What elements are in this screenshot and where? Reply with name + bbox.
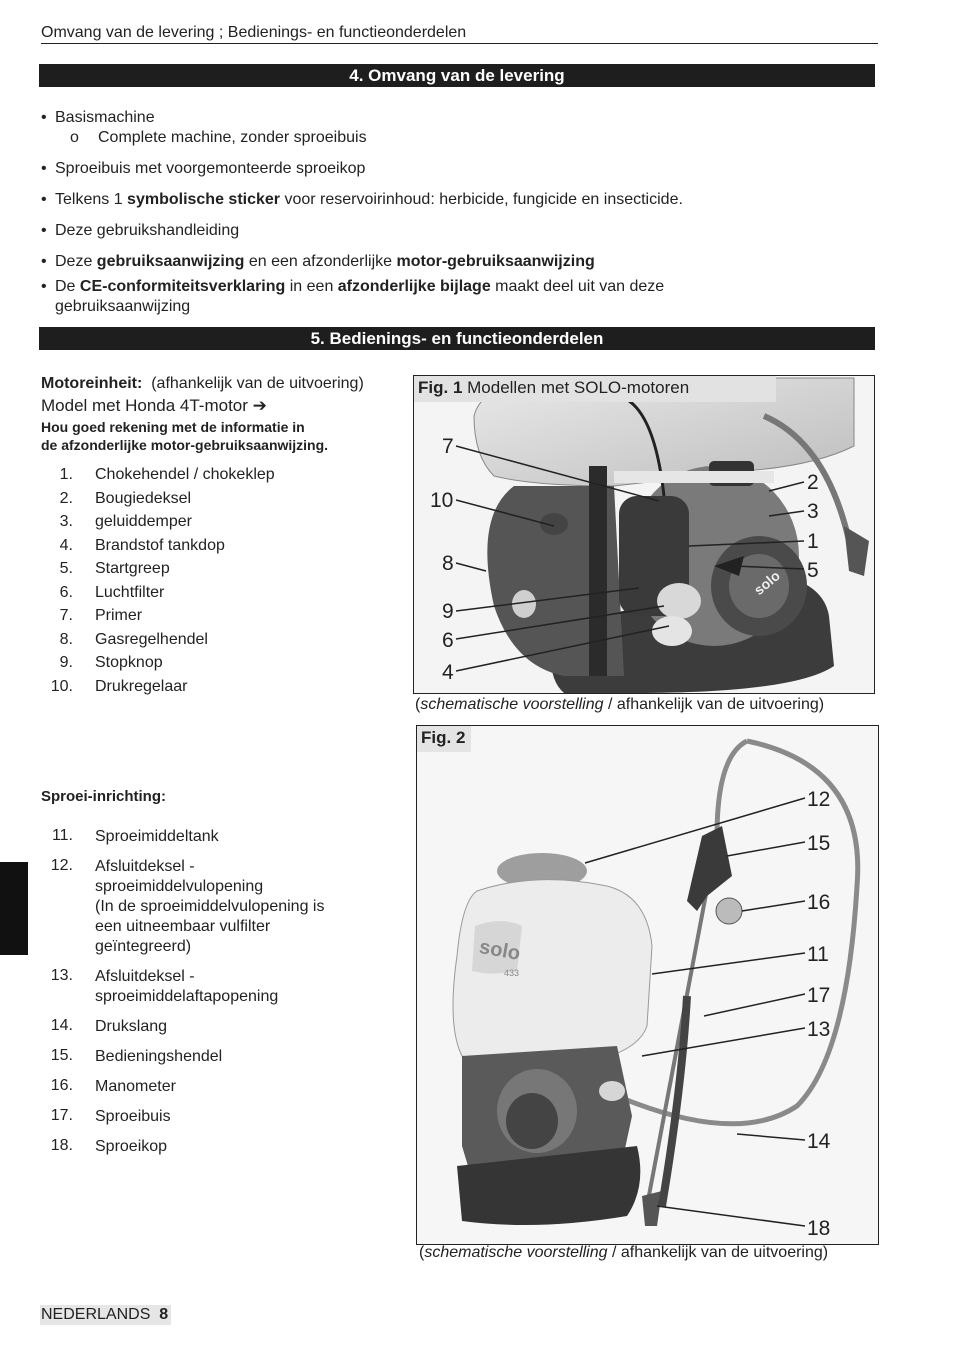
motor-photo xyxy=(414,376,874,693)
tank-model-number: 433 xyxy=(504,968,520,978)
callout-12: 12 xyxy=(807,788,831,811)
callout-1: 1 xyxy=(807,530,819,553)
list-item: • De CE-conformiteitsverklaring in een afzonderlijke bijlage maakt deel uit van deze gebruiksaanwijzing xyxy=(41,278,665,315)
solo-logo: solo xyxy=(750,567,784,599)
callout-16: 16 xyxy=(807,891,831,914)
item-label: Primer xyxy=(95,607,143,624)
figure-1-label: Fig. 1 Modellen met SOLO-motoren xyxy=(414,376,776,402)
item-number: 14. xyxy=(50,1017,73,1034)
sprayer-heading: Sproei-inrichting: xyxy=(41,788,166,805)
list-item: • Basismachine xyxy=(41,109,155,126)
list-item xyxy=(40,654,400,676)
callout-13: 13 xyxy=(807,1018,831,1041)
callout-8: 8 xyxy=(442,552,454,575)
callout-6: 6 xyxy=(442,629,454,652)
list-item xyxy=(40,631,400,653)
list-item xyxy=(40,560,400,582)
list-item: • Sproeibuis met voorgemonteerde sproeikop xyxy=(41,160,366,177)
item-number: 4. xyxy=(59,536,73,554)
callout-7: 7 xyxy=(442,435,454,458)
item-label: Bedieningshendel xyxy=(95,1048,223,1065)
callout-11: 11 xyxy=(807,943,829,966)
item-label: Chokehendel / chokeklep xyxy=(95,466,275,483)
item-label: Drukslang xyxy=(95,1018,168,1035)
callout-3: 3 xyxy=(807,500,819,523)
item-number: 15. xyxy=(50,1047,73,1064)
item-number: 7. xyxy=(59,607,73,624)
item-label: Afsluitdeksel - sproeimiddelaftapopening xyxy=(95,968,279,1005)
arrow-right-icon: ➔ xyxy=(252,396,267,415)
item-label: Stopknop xyxy=(95,654,163,671)
list-item xyxy=(40,678,400,700)
callout-18: 18 xyxy=(807,1217,831,1240)
list-item: • Deze gebruikshandleiding xyxy=(41,222,240,239)
sprayer-photo xyxy=(417,726,878,1244)
item-number: 12. xyxy=(50,857,73,874)
item-label: Bougiedeksel xyxy=(95,489,192,507)
callout-10: 10 xyxy=(430,489,454,512)
figure-2 xyxy=(416,725,879,1245)
section-5-title: 5. Bedienings- en functieonderdelen xyxy=(39,327,875,350)
motor-unit-heading: Motoreinheit: (afhankelijk van de uitvoering) xyxy=(41,375,364,392)
item-label: Sproeimiddeltank xyxy=(95,828,219,845)
list-item: • Telkens 1 symbolische sticker voor reservoirinhoud: herbicide, fungicide en insecticide. xyxy=(41,191,683,208)
callout-17: 17 xyxy=(807,984,831,1007)
item-number: 8. xyxy=(59,630,73,648)
item-label: geluiddemper xyxy=(95,513,192,530)
page-footer: NEDERLANDS 8 xyxy=(40,1305,171,1325)
list-item xyxy=(40,513,400,535)
motor-manual-note: Hou goed rekening met de informatie in de afzonderlijke motor-gebruiksaanwijzing. xyxy=(41,419,329,453)
callout-9: 9 xyxy=(442,600,454,623)
model-line: Model met Honda 4T-motor ➔ xyxy=(41,396,267,415)
item-label: Brandstof tankdop xyxy=(95,536,225,554)
language-tab-marker xyxy=(0,862,28,955)
item-number: 6. xyxy=(59,583,73,601)
list-item xyxy=(40,607,400,629)
figure-1-caption: (schematische voorstelling / afhankelijk van de uitvoering) xyxy=(415,696,825,713)
item-label: Manometer xyxy=(95,1078,176,1095)
item-number: 1. xyxy=(59,466,73,483)
item-number: 10. xyxy=(50,677,73,695)
sprayer-parts-list xyxy=(40,827,400,1167)
motor-parts-list xyxy=(40,466,400,706)
item-label: Luchtfilter xyxy=(95,583,165,601)
item-number: 18. xyxy=(50,1137,73,1154)
list-item xyxy=(40,584,400,606)
callout-2: 2 xyxy=(807,471,819,494)
callout-4: 4 xyxy=(442,661,454,684)
item-number: 9. xyxy=(59,654,73,671)
list-item xyxy=(40,466,400,488)
item-number: 11. xyxy=(51,827,73,844)
item-number: 2. xyxy=(59,489,73,507)
figure-1 xyxy=(413,375,875,694)
item-number: 5. xyxy=(59,560,73,577)
item-number: 17. xyxy=(50,1107,73,1124)
solo-logo: solo xyxy=(477,936,522,965)
sub-list-item: o Complete machine, zonder sproeibuis xyxy=(70,129,367,146)
section-4-title: 4. Omvang van de levering xyxy=(39,64,875,87)
callout-14: 14 xyxy=(807,1130,831,1153)
figure-2-caption: (schematische voorstelling / afhankelijk van de uitvoering) xyxy=(419,1244,829,1261)
item-number: 13. xyxy=(50,967,73,984)
item-label: Afsluitdeksel - sproeimiddelvulopening (In de sproeimiddelvulopening is een uitneembaar vulfilter geïntegreerd) xyxy=(95,858,325,955)
callout-15: 15 xyxy=(807,832,831,855)
item-label: Startgreep xyxy=(95,560,170,577)
item-label: Sproeibuis xyxy=(95,1108,171,1125)
item-number: 3. xyxy=(59,513,73,530)
callout-5: 5 xyxy=(807,559,819,582)
item-label: Drukregelaar xyxy=(95,677,188,695)
list-item: • Deze gebruiksaanwijzing en een afzonderlijke motor-gebruiksaanwijzing xyxy=(41,253,595,270)
figure-2-label: Fig. 2 xyxy=(417,726,471,752)
list-item xyxy=(40,537,400,559)
list-item xyxy=(40,490,400,512)
running-head: Omvang van de levering ; Bedienings- en functieonderdelen xyxy=(41,24,878,44)
item-label: Sproeikop xyxy=(95,1138,168,1155)
item-number: 16. xyxy=(50,1077,73,1094)
item-label: Gasregelhendel xyxy=(95,630,208,648)
